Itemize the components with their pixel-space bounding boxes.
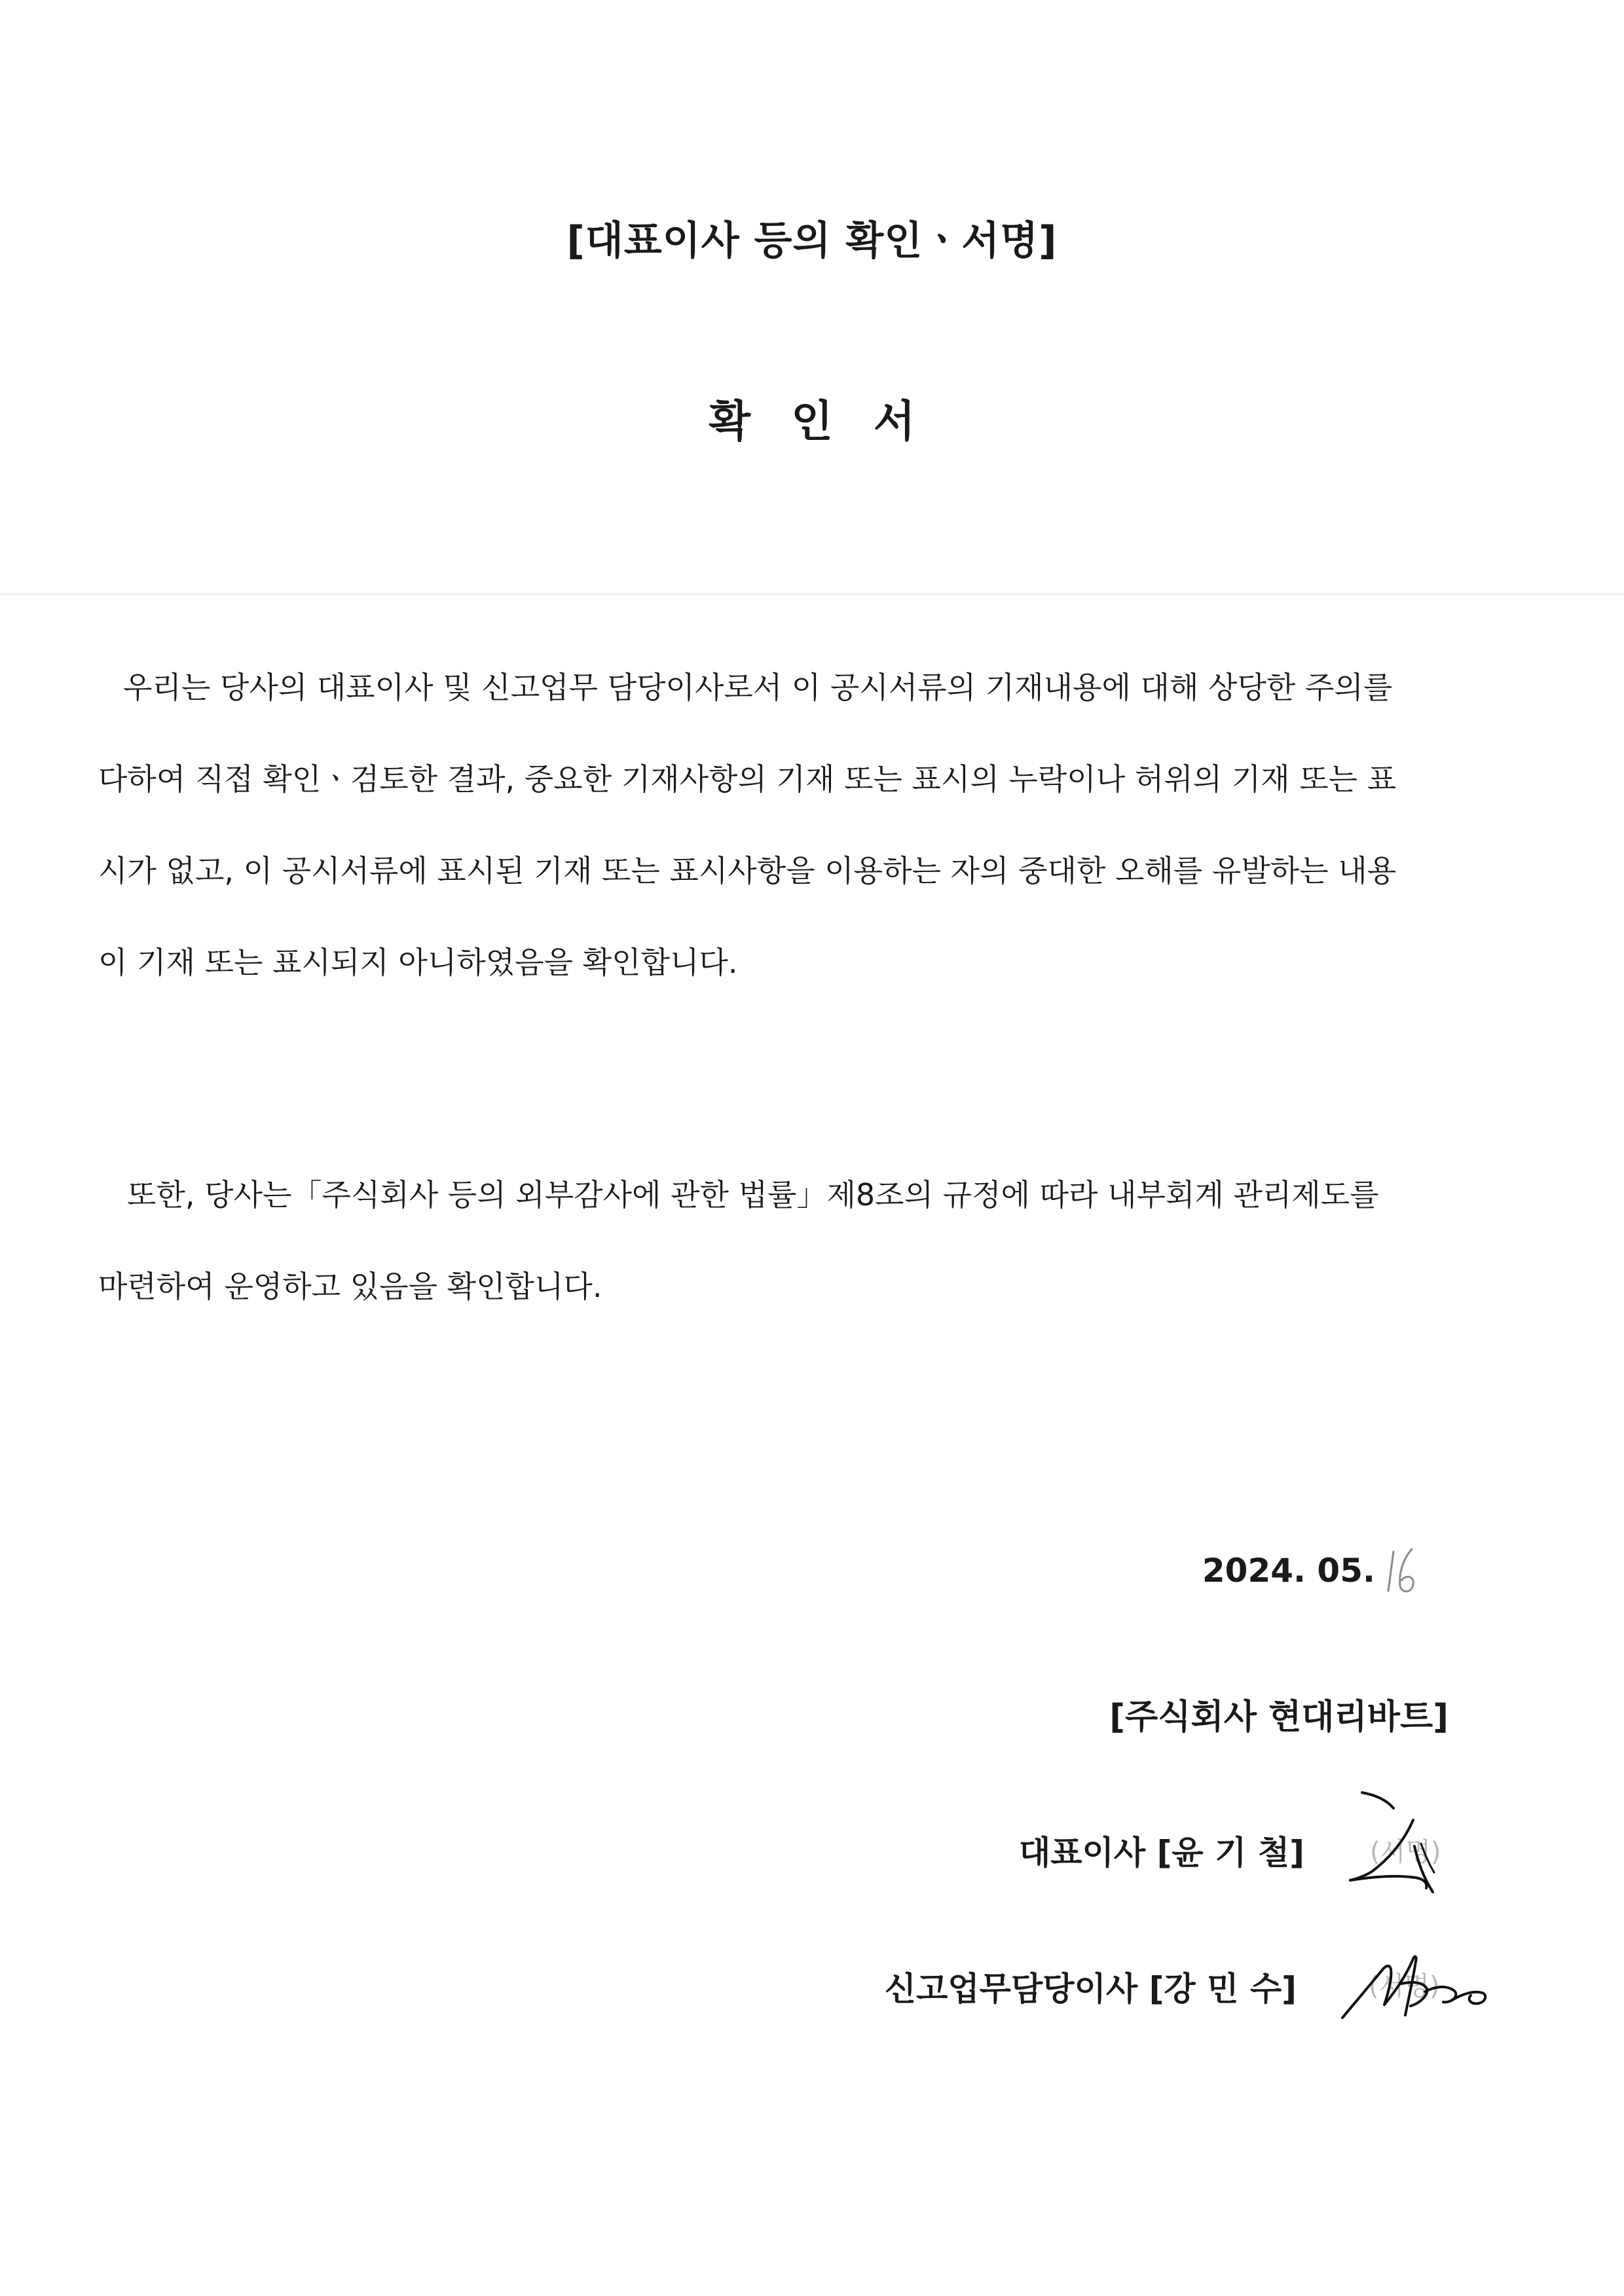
document-title: 확인서 xyxy=(709,396,956,446)
paragraph-line: 또한, 당사는「주식회사 등의 외부감사에 관한 법률」제8조의 규정에 따라 내부회계 관리제도를 xyxy=(127,1177,1379,1212)
handwritten-date-day xyxy=(1383,1540,1422,1599)
paragraph-line: 다하여 직접 확인ㆍ검토한 결과, 중요한 기재사항의 기재 또는 표시의 누락이나 허위의 기재 또는 표 xyxy=(98,761,1397,797)
sign-mark: (서명) xyxy=(1369,1971,1440,2001)
signer-reporting-director: 신고업무담당이사 [강 민 수] xyxy=(884,1970,1297,2008)
header-title: [대표이사 등의 확인ㆍ서명] xyxy=(566,218,1058,264)
paragraph-line: 이 기재 또는 표시되지 아니하였음을 확인합니다. xyxy=(98,945,738,980)
signer-ceo: 대표이사 [윤 기 철] xyxy=(1018,1834,1304,1872)
sign-mark: (서명) xyxy=(1370,1837,1441,1867)
paragraph-line: 우리는 당사의 대표이사 및 신고업무 담당이사로서 이 공시서류의 기재내용에 대해 상당한 주의를 xyxy=(123,670,1393,705)
paragraph-line: 마련하여 운영하고 있음을 확인합니다. xyxy=(98,1269,602,1304)
company-name: [주식회사 현대리바트] xyxy=(1109,1698,1449,1737)
divider xyxy=(0,593,1624,595)
date-printed: 2024. 05. xyxy=(1202,1552,1375,1590)
signature-ceo xyxy=(1336,1781,1460,1905)
paragraph-line: 시가 없고, 이 공시서류에 표시된 기재 또는 표시사항을 이용하는 자의 중대한 오해를 유발하는 내용 xyxy=(98,853,1397,888)
signature-reporting-director xyxy=(1336,1944,1493,2030)
